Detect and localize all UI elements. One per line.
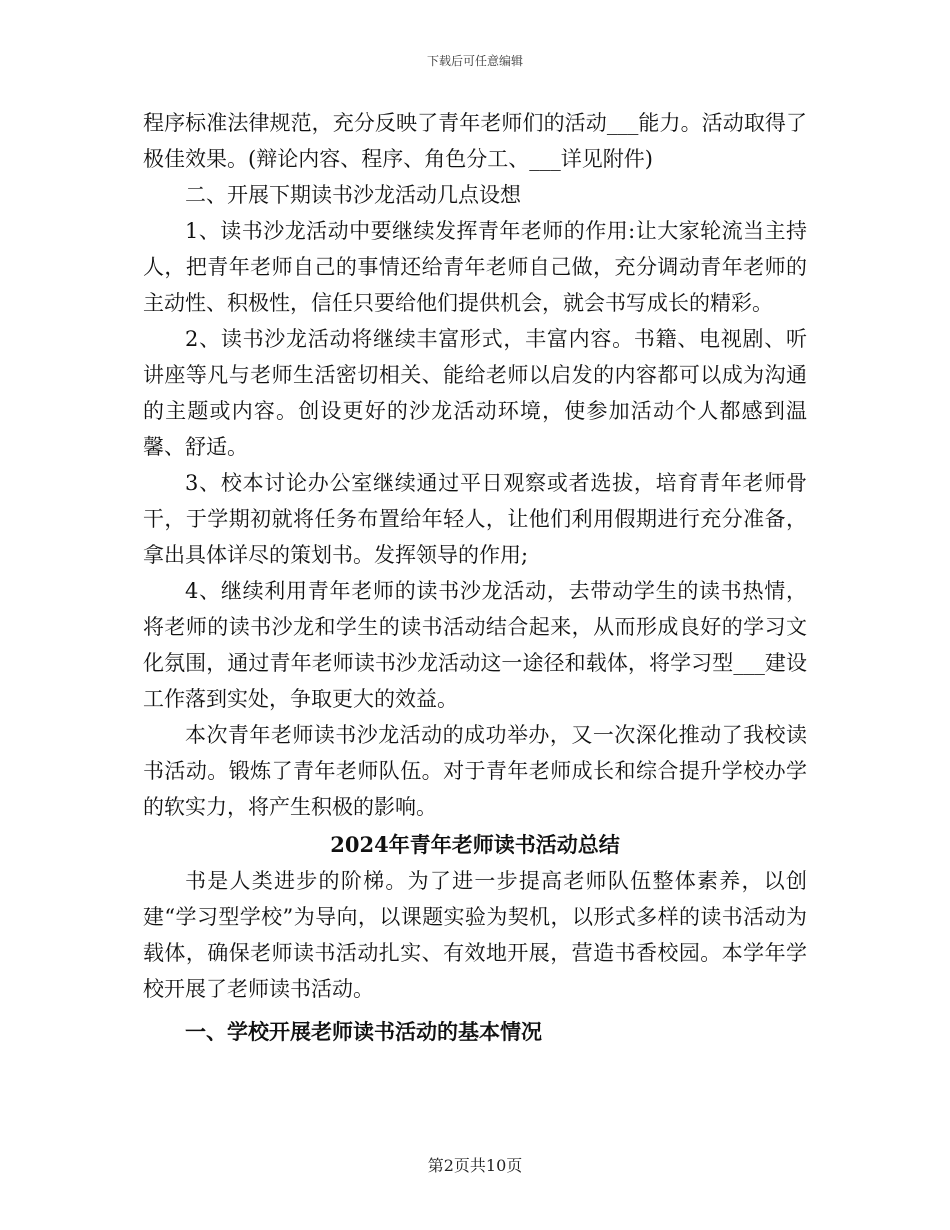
paragraph-conclusion: 本次青年老师读书沙龙活动的成功举办，又一次深化推动了我校读书活动。锻炼了青年老师队伍。对于青年老师成长和综合提升学校办学的软实力，将产生积极的影响。 (143, 723, 807, 819)
document-body (143, 105, 807, 1050)
section-heading-two: 二、开展下期读书沙龙活动几点设想 (185, 183, 521, 207)
document-title: 2024年青年老师读书活动总结 (330, 832, 620, 857)
section-heading-one: 一、学校开展老师读书活动的基本情况 (185, 1019, 542, 1044)
paragraph-intro: 书是人类进步的阶梯。为了进一步提高老师队伍整体素养，以创建“学习型学校”为导向，以课题实验为契机，以形式多样的读书活动为载体，确保老师读书活动扎实、有效地开展，营造书香校园。本学年学校开展了老师读书活动。 (143, 869, 807, 1001)
paragraph-item-4: 4、继续利用青年老师的读书沙龙活动，去带动学生的读书热情，将老师的读书沙龙和学生的读书活动结合起来，从而形成良好的学习文化氛围，通过青年老师读书沙龙活动这一途径和载体，将学习型___建设工作落到实处，争取更大的效益。 (143, 579, 807, 711)
paragraph-item-2: 2、读书沙龙活动将继续丰富形式，丰富内容。书籍、电视剧、听讲座等凡与老师生活密切相关、能给老师以启发的内容都可以成为沟通的主题或内容。创设更好的沙龙活动环境，使参加活动个人都感到温馨、舒适。 (143, 327, 807, 459)
paragraph-item-3: 3、校本讨论办公室继续通过平日观察或者选拔，培育青年老师骨干，于学期初就将任务布置给年轻人，让他们利用假期进行充分准备，拿出具体详尽的策划书。发挥领导的作用; (143, 471, 807, 567)
paragraph-item-1: 1、读书沙龙活动中要继续发挥青年老师的作用:让大家轮流当主持人，把青年老师自己的事情还给青年老师自己做，充分调动青年老师的主动性、积极性，信任只要给他们提供机会，就会书写成长的精彩。 (143, 219, 807, 315)
page-header: 下载后可任意编辑 (426, 54, 523, 68)
page-number: 第2页共10页 (427, 1156, 523, 1175)
paragraph-continuation: 程序标准法律规范，充分反映了青年老师们的活动___能力。活动取得了极佳效果。(辩论内容、程序、角色分工、___详见附件) (143, 111, 807, 171)
